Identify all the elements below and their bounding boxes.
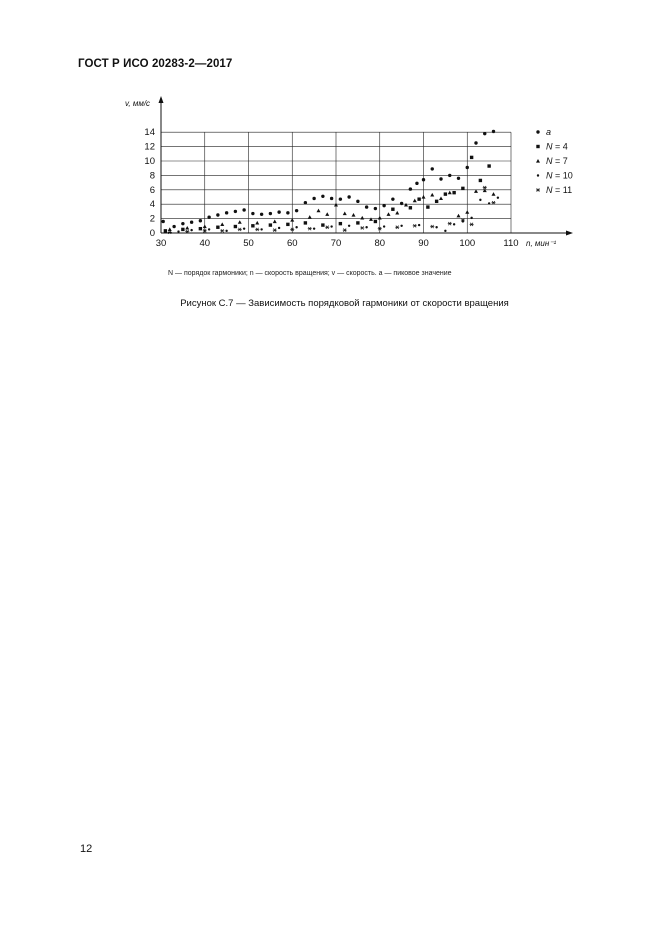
- legend-marker-0: [536, 130, 539, 133]
- point-s4-15: [430, 225, 434, 228]
- point-s3-9: [313, 227, 315, 229]
- point-s0-34: [457, 177, 460, 180]
- legend-label-0: a: [546, 127, 552, 137]
- point-s3-18: [453, 223, 455, 225]
- y-tick-label-6: 6: [149, 184, 155, 196]
- point-s0-30: [422, 178, 425, 181]
- y-tick-label-0: 0: [149, 228, 155, 239]
- point-s3-11: [348, 225, 350, 227]
- point-s1-13: [391, 208, 394, 211]
- point-s3-15: [418, 224, 420, 226]
- point-s0-32: [439, 177, 442, 180]
- point-s2-18: [395, 211, 399, 215]
- point-s0-3: [190, 221, 193, 224]
- point-s1-3: [216, 226, 219, 229]
- point-s2-8: [308, 215, 312, 219]
- scatter-chart: [100, 92, 580, 262]
- point-s0-8: [234, 210, 237, 213]
- point-s1-16: [426, 205, 429, 208]
- point-s2-0: [168, 227, 172, 231]
- legend-label-1: N = 4: [546, 141, 568, 152]
- point-s4-16: [448, 222, 452, 225]
- point-s4-8: [308, 227, 312, 230]
- point-s0-20: [339, 197, 342, 200]
- point-s4-9: [325, 226, 329, 229]
- point-s1-6: [269, 223, 272, 226]
- x-axis-label: n, мин⁻¹: [526, 239, 557, 248]
- point-s1-20: [461, 187, 464, 190]
- point-s1-15: [417, 197, 420, 200]
- chart-legend: [536, 127, 573, 195]
- point-s3-12: [365, 226, 367, 228]
- point-s0-16: [304, 201, 307, 204]
- point-s4-14: [413, 224, 417, 227]
- point-s0-10: [251, 212, 254, 215]
- point-s2-4: [238, 220, 242, 224]
- point-s0-6: [216, 213, 219, 216]
- x-tick-label-50: 50: [243, 238, 254, 249]
- point-s2-14: [360, 216, 364, 220]
- legend-marker-2: [536, 159, 540, 163]
- chart-marks: [161, 130, 499, 234]
- point-s3-8: [295, 226, 297, 228]
- chart-grid: [161, 132, 511, 233]
- point-s0-26: [391, 197, 394, 200]
- point-s2-16: [378, 216, 382, 220]
- figure-note: N — порядок гармоники; n — скорость вращения; v — скорость. a — пиковое значение: [168, 270, 452, 277]
- point-s4-13: [395, 226, 399, 229]
- point-s0-29: [415, 182, 418, 185]
- point-s4-11: [360, 226, 364, 229]
- point-s2-1: [185, 226, 189, 230]
- y-tick-label-4: 4: [149, 199, 155, 211]
- point-s2-22: [430, 193, 434, 197]
- point-s2-11: [334, 203, 338, 207]
- point-s2-2: [203, 225, 207, 229]
- point-s2-20: [413, 199, 417, 203]
- point-s4-18: [470, 223, 474, 226]
- legend-marker-4: [536, 188, 540, 191]
- point-s4-20: [492, 201, 496, 204]
- point-s2-24: [448, 191, 452, 195]
- point-s3-2: [190, 229, 192, 231]
- point-s3-13: [383, 225, 385, 227]
- point-s3-3: [208, 228, 210, 230]
- point-s0-35: [466, 166, 469, 169]
- point-s0-4: [199, 219, 202, 222]
- point-s3-7: [278, 227, 280, 229]
- point-s0-17: [312, 197, 315, 200]
- point-s3-0: [164, 230, 166, 232]
- x-tick-label-40: 40: [199, 238, 211, 249]
- point-s2-3: [220, 222, 224, 226]
- point-s3-22: [488, 202, 490, 204]
- point-s0-14: [286, 211, 289, 214]
- x-tick-label-80: 80: [374, 238, 386, 249]
- point-s3-23: [497, 197, 499, 199]
- point-s3-4: [225, 230, 227, 232]
- legend-label-3: N = 10: [546, 170, 573, 181]
- point-s1-8: [304, 221, 307, 224]
- point-s3-17: [444, 230, 446, 232]
- y-tick-label-2: 2: [149, 213, 155, 225]
- x-tick-label-110: 110: [503, 238, 519, 249]
- point-s1-10: [339, 222, 342, 225]
- point-s0-28: [409, 187, 412, 190]
- y-tick-label-12: 12: [144, 141, 155, 153]
- point-s0-22: [356, 200, 359, 203]
- point-s2-13: [352, 213, 356, 217]
- point-s1-7: [286, 223, 289, 226]
- legend-marker-1: [536, 145, 539, 148]
- point-s0-18: [321, 195, 324, 198]
- point-s0-37: [483, 132, 486, 135]
- point-s0-24: [374, 207, 377, 210]
- document-header: ГОСТ Р ИСО 20283-2—2017: [78, 58, 233, 70]
- point-s1-19: [452, 191, 455, 194]
- point-s0-2: [181, 222, 184, 225]
- point-s4-10: [343, 229, 347, 232]
- point-s1-14: [409, 206, 412, 209]
- point-s3-20: [470, 217, 472, 219]
- point-s4-5: [255, 228, 259, 231]
- point-s2-21: [422, 195, 426, 199]
- point-s1-23: [487, 164, 490, 167]
- point-s1-18: [444, 192, 447, 195]
- point-s1-5: [251, 224, 254, 227]
- x-tick-label-100: 100: [459, 238, 476, 249]
- point-s0-11: [260, 213, 263, 216]
- point-s2-25: [457, 214, 461, 218]
- x-tick-label-90: 90: [418, 238, 429, 249]
- point-s0-38: [492, 130, 495, 133]
- point-s4-3: [220, 229, 224, 232]
- point-s2-12: [343, 212, 347, 216]
- point-s2-26: [465, 210, 469, 214]
- point-s2-6: [273, 219, 277, 223]
- point-s1-2: [199, 227, 202, 230]
- point-s0-12: [269, 212, 272, 215]
- point-s3-6: [260, 228, 262, 230]
- point-s0-31: [431, 167, 434, 170]
- point-s1-4: [234, 225, 237, 228]
- point-s3-10: [330, 225, 332, 227]
- point-s2-17: [387, 212, 391, 216]
- figure-caption: [0, 298, 661, 309]
- page-number: 12: [80, 843, 93, 855]
- point-s0-15: [295, 209, 298, 212]
- x-tick-label-60: 60: [286, 238, 298, 249]
- x-tick-label-70: 70: [330, 238, 342, 249]
- point-s0-33: [448, 174, 451, 177]
- y-axis-label: v, мм/с: [125, 99, 151, 108]
- point-s1-9: [321, 223, 324, 226]
- point-s1-11: [356, 221, 359, 224]
- point-s2-10: [325, 212, 329, 216]
- point-s0-9: [242, 208, 245, 211]
- point-s1-22: [479, 179, 482, 182]
- figure-caption-text: Рисунок С.7 — Зависимость порядковой гармоники от скорости вращения: [180, 298, 509, 309]
- point-s2-15: [369, 217, 373, 221]
- point-s0-25: [382, 204, 385, 207]
- point-s2-23: [439, 196, 443, 200]
- y-axis-arrow: [159, 96, 164, 103]
- point-s3-5: [243, 227, 245, 229]
- point-s2-19: [404, 203, 408, 207]
- point-s0-36: [474, 141, 477, 144]
- point-s1-21: [470, 156, 473, 159]
- chart-svg: [100, 92, 580, 262]
- point-s1-17: [435, 200, 438, 203]
- point-s1-1: [181, 228, 184, 231]
- point-s0-7: [225, 211, 228, 214]
- point-s3-21: [479, 199, 481, 201]
- point-s2-5: [255, 221, 259, 225]
- point-s0-23: [365, 205, 368, 208]
- point-s3-14: [400, 225, 402, 227]
- y-tick-label-10: 10: [144, 156, 155, 167]
- point-s1-12: [374, 220, 377, 223]
- point-s3-16: [435, 226, 437, 228]
- point-s0-27: [400, 202, 403, 205]
- point-s0-19: [330, 197, 333, 200]
- legend-label-4: N = 11: [546, 185, 573, 195]
- point-s4-4: [238, 228, 242, 231]
- x-tick-label-30: 30: [155, 238, 167, 249]
- y-tick-label-8: 8: [149, 170, 155, 182]
- point-s0-0: [161, 220, 164, 223]
- point-s0-13: [277, 210, 280, 213]
- point-s4-6: [273, 229, 277, 232]
- point-s2-9: [317, 209, 321, 213]
- x-axis-arrow: [566, 231, 573, 236]
- point-s0-5: [207, 215, 210, 218]
- y-tick-label-14: 14: [144, 127, 155, 139]
- point-s0-1: [172, 225, 175, 228]
- point-s2-29: [492, 192, 496, 196]
- point-s3-1: [177, 230, 179, 232]
- legend-label-2: N = 7: [546, 156, 568, 166]
- point-s0-21: [347, 195, 350, 198]
- legend-marker-3: [537, 174, 539, 176]
